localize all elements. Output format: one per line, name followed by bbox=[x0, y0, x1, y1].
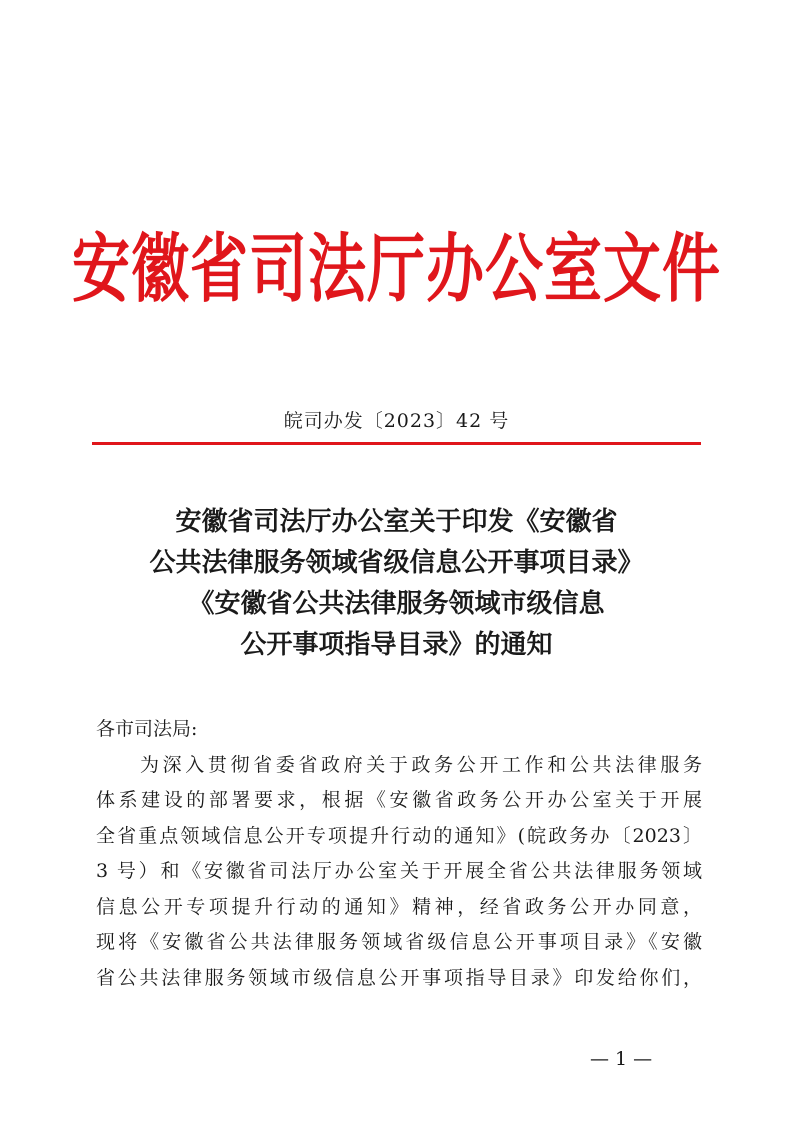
body-line: 为深入贯彻省委省政府关于政务公开工作和公共法律服务 bbox=[140, 753, 702, 776]
body-line: 省公共法律服务领域市级信息公开事项指导目录》印发给你们， bbox=[96, 966, 702, 989]
salutation: 各市司法局: bbox=[96, 718, 198, 740]
body-line: 信息公开专项提升行动的通知》精神，经省政务公开办同意， bbox=[96, 895, 702, 918]
document-number: 皖司办发〔2023〕42 号 bbox=[283, 410, 510, 432]
body-line: 体系建设的部署要求，根据《安徽省政务公开办公室关于开展 bbox=[96, 789, 702, 811]
title-line: 安徽省司法厅办公室关于印发《安徽省 bbox=[175, 507, 618, 537]
body-line: 3 号）和《安徽省司法厅办公室关于开展全省公共法律服务领域 bbox=[96, 860, 702, 882]
page-number: — 1 — bbox=[590, 1048, 653, 1070]
red-divider-line bbox=[92, 442, 701, 445]
title-line: 《安徽省公共法律服务领域市级信息 bbox=[188, 589, 605, 619]
title-line: 公共法律服务领域省级信息公开事项目录》 bbox=[149, 548, 644, 578]
issuer-masthead: 安徽省司法厅办公室文件 bbox=[71, 225, 721, 313]
body-line: 现将《安徽省公共法律服务领域省级信息公开事项目录》《安徽 bbox=[96, 931, 702, 953]
document-body bbox=[96, 712, 702, 996]
title-line: 公开事项指导目录》的通知 bbox=[240, 630, 553, 660]
document-title bbox=[92, 502, 701, 666]
body-line: 全省重点领域信息公开专项提升行动的通知》(皖政务办〔2023〕 bbox=[96, 824, 702, 847]
